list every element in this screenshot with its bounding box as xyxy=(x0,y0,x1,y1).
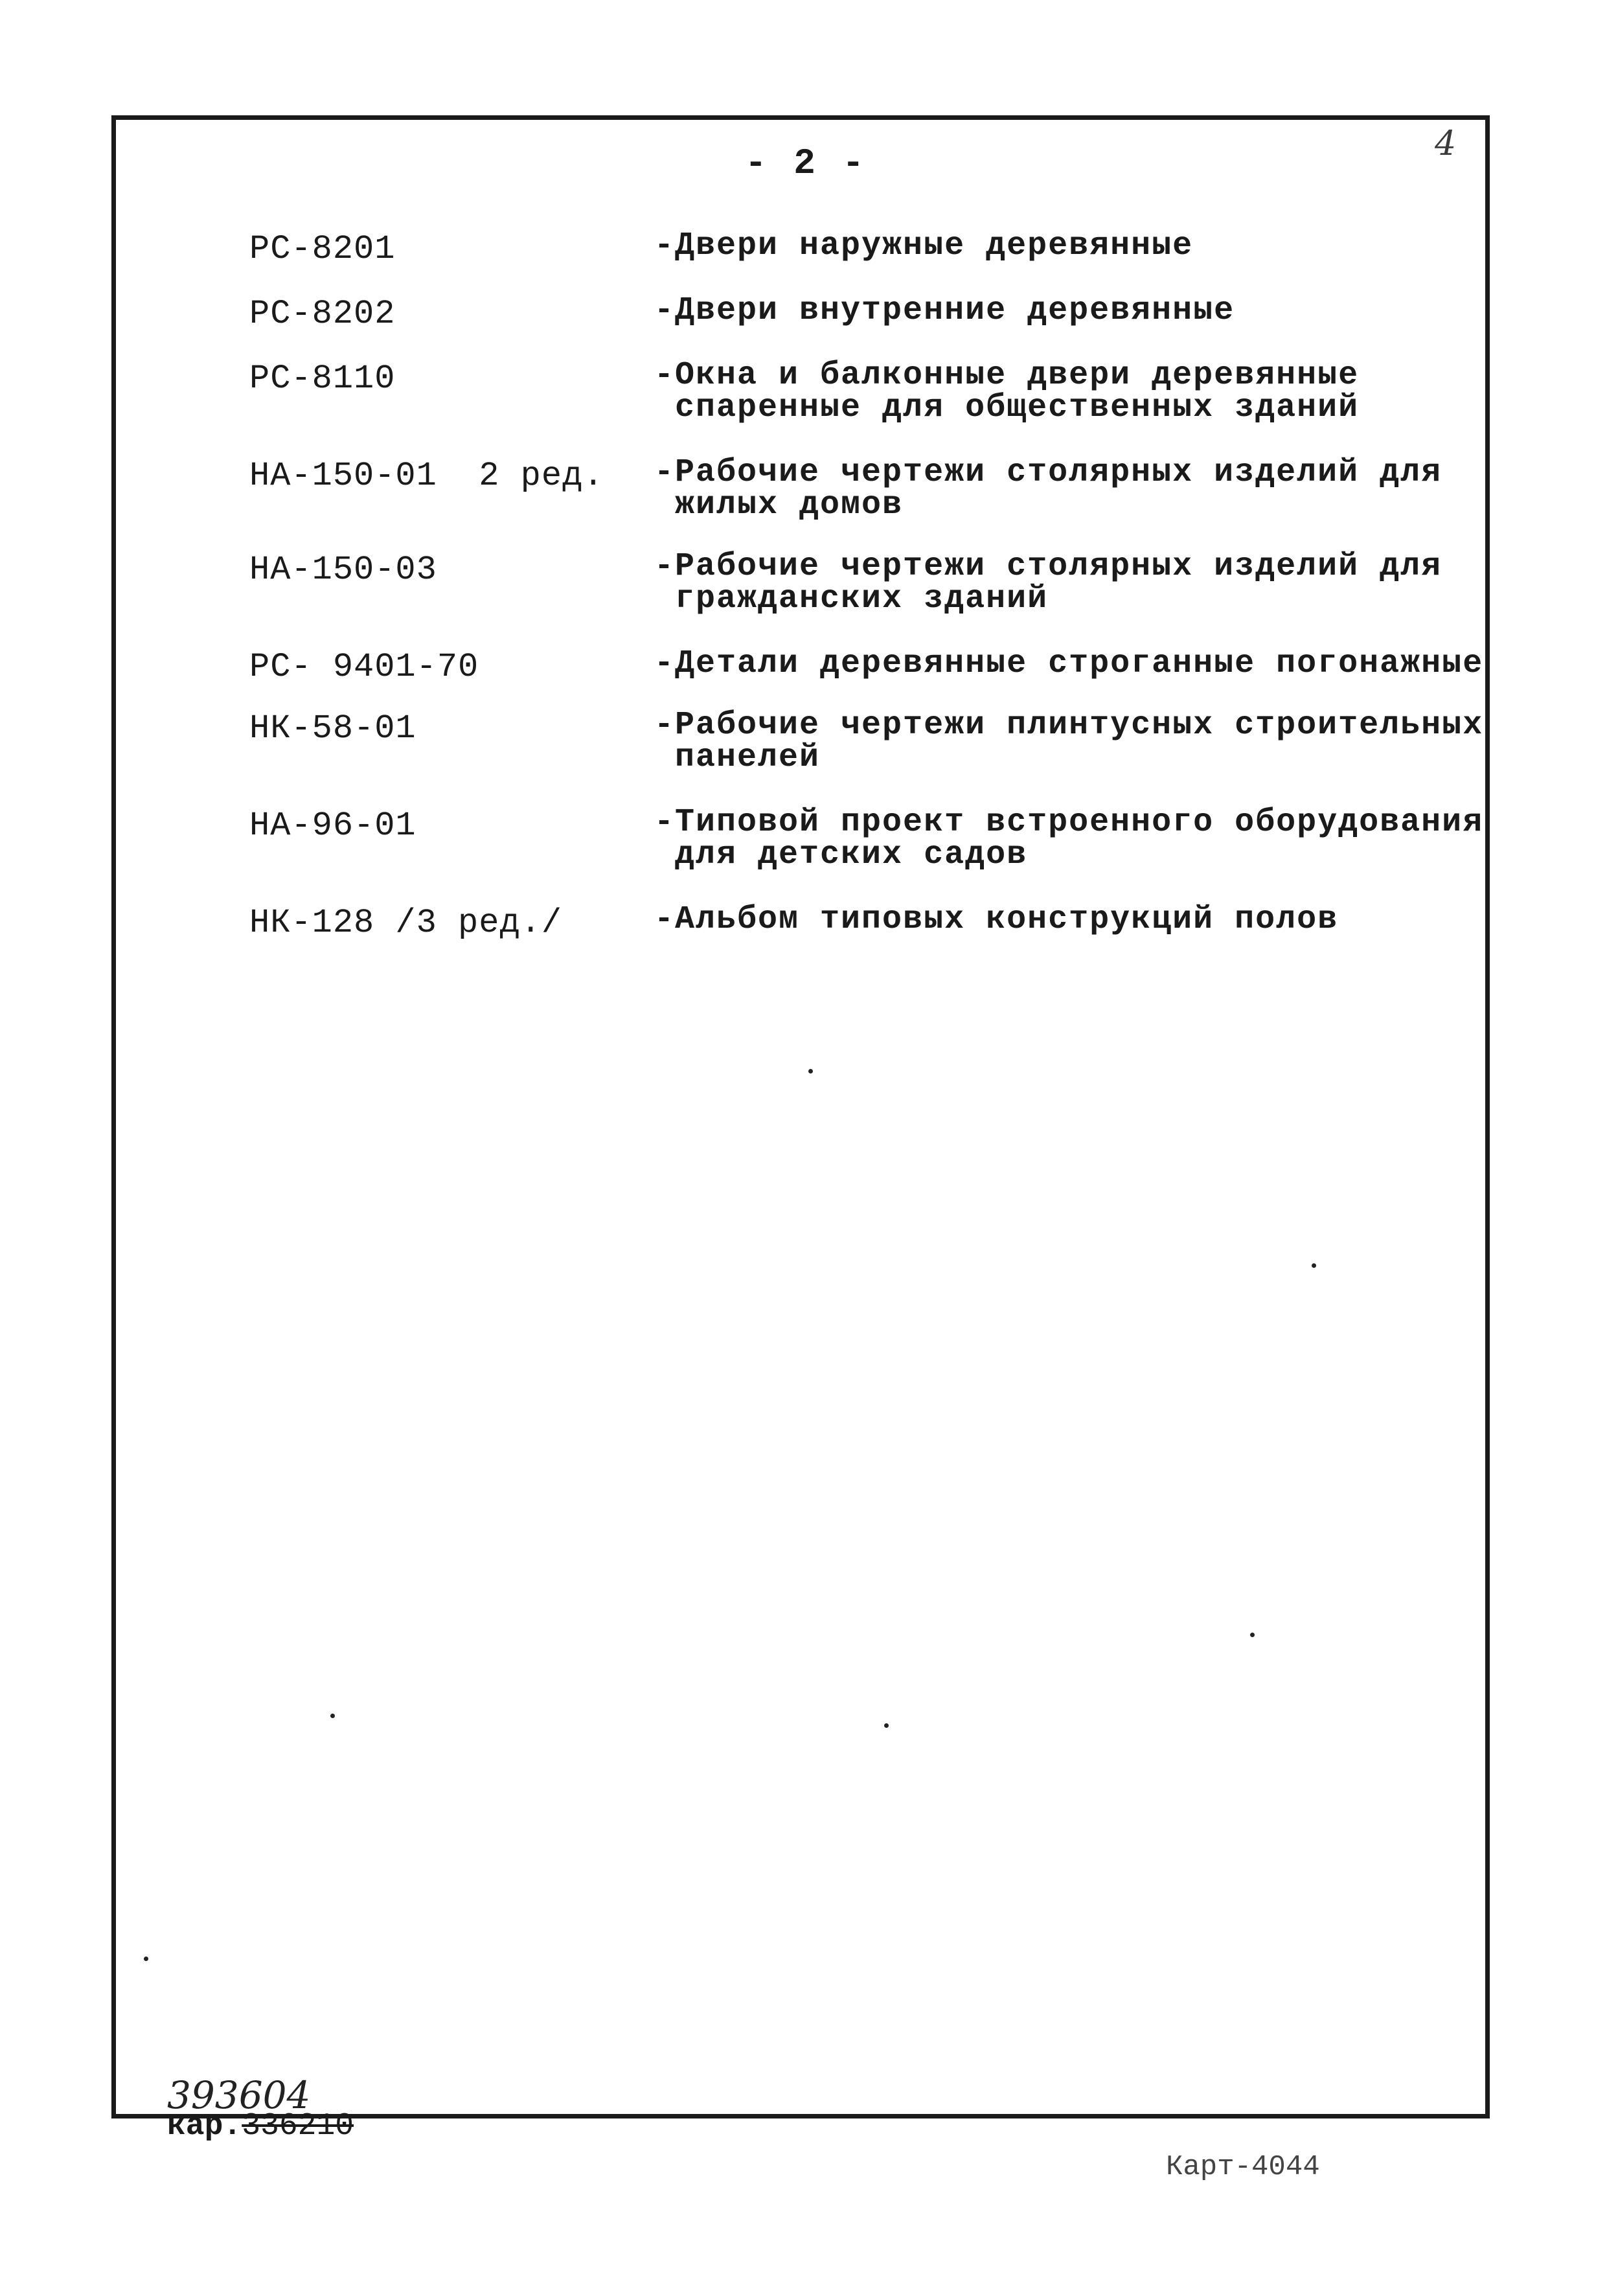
entry-description: -Рабочие чертежи столярных изделий для жилых домов xyxy=(654,454,1442,523)
entry-description: -Типовой проект встроенного оборудования для детских садов xyxy=(654,804,1484,873)
entry-code: НА-96-01 xyxy=(249,807,416,845)
handwritten-number: 393604 xyxy=(167,2073,311,2117)
entry-code: РС-8202 xyxy=(249,295,396,333)
entry-code: РС-8110 xyxy=(249,360,396,398)
entry-code: НК-128 /3 ред./ xyxy=(249,904,563,942)
corner-sheet-mark: 4 xyxy=(1435,124,1457,163)
scan-speck xyxy=(330,1714,335,1718)
bottom-cut-note: Карт-4044 xyxy=(1166,2151,1320,2183)
entry-code: НА-150-03 xyxy=(249,551,437,589)
entry-code: РС- 9401-70 xyxy=(249,648,479,686)
entry-description: -Двери внутренние деревянные xyxy=(654,292,1235,329)
scan-speck xyxy=(808,1069,813,1073)
entry-description: -Рабочие чертежи плинтусных строительных панелей xyxy=(654,707,1484,776)
entry-description: -Детали деревянные строганные погонажные xyxy=(654,645,1484,682)
entry-description: -Окна и балконные двери деревянные спаренные для общественных зданий xyxy=(654,357,1360,426)
page-number: - 2 - xyxy=(745,143,867,184)
entry-description: -Рабочие чертежи столярных изделий для гражданских зданий xyxy=(654,548,1442,617)
scan-speck xyxy=(144,1957,148,1961)
entry-description: -Альбом типовых конструкций полов xyxy=(654,901,1339,938)
scan-speck xyxy=(884,1723,889,1728)
scan-speck xyxy=(1312,1263,1316,1268)
entry-code: РС-8201 xyxy=(249,230,396,268)
struck-card-number: 336210 xyxy=(242,2109,354,2144)
entry-description: -Двери наружные деревянные xyxy=(654,227,1194,264)
card-number: кар.336210 xyxy=(167,2109,354,2144)
scan-speck xyxy=(1250,1633,1255,1637)
entry-code: НА-150-01 2 ред. xyxy=(249,457,604,495)
entry-code: НК-58-01 xyxy=(249,709,416,748)
